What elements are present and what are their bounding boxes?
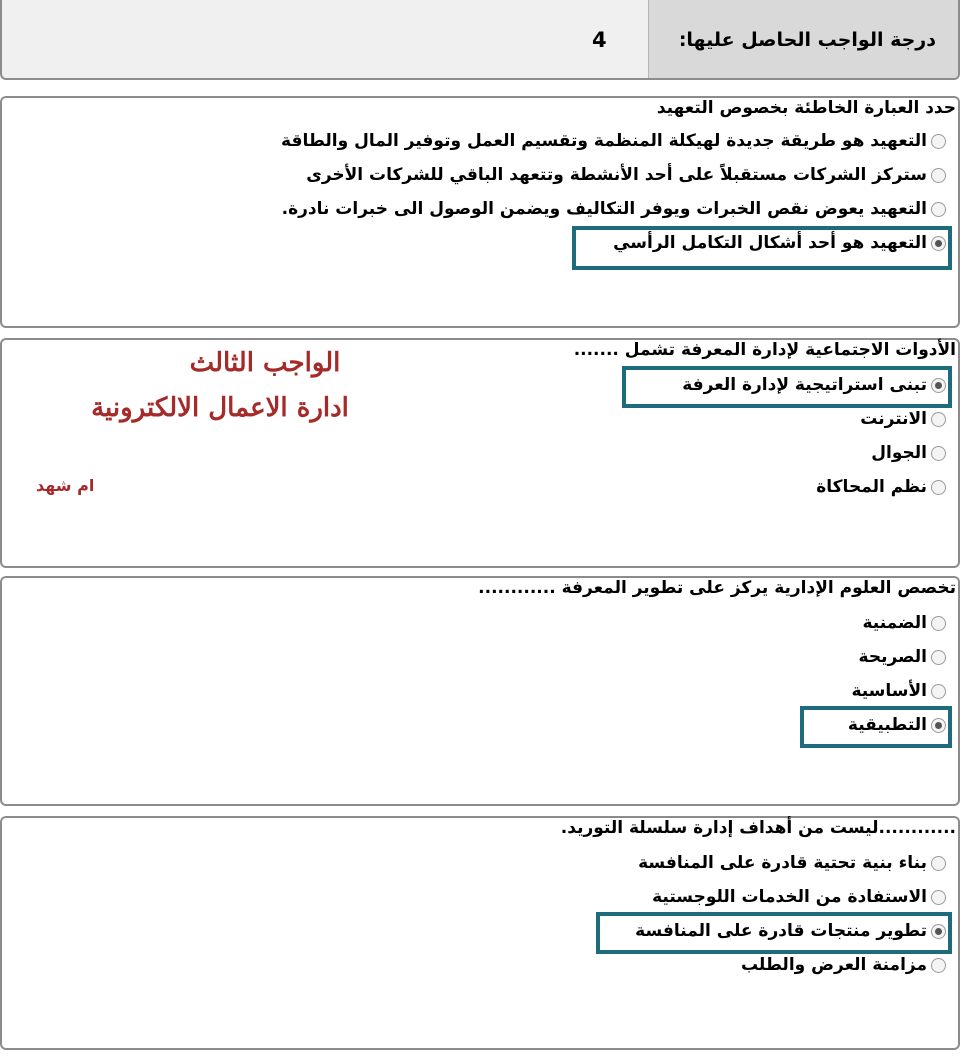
radio-button-checked[interactable]	[931, 236, 946, 251]
overlay-title: الواجب الثالث	[189, 348, 341, 378]
option-label: الصريحة	[858, 647, 927, 667]
score-label: درجة الواجب الحاصل عليها:	[648, 0, 958, 80]
question-title: حدد العبارة الخاطئة بخصوص التعهيد	[656, 98, 956, 118]
question-title: ............ليست من أهداف إدارة سلسلة التوريد.	[560, 818, 956, 838]
score-bar	[0, 0, 960, 80]
option-label: الاستفادة من الخدمات اللوجستية	[652, 887, 927, 907]
radio-button[interactable]	[931, 412, 946, 427]
radio-button-checked[interactable]	[931, 378, 946, 393]
question-title: تخصص العلوم الإدارية يركز على تطوير المعرفة ............	[478, 578, 956, 598]
answer-option-selected[interactable]	[635, 914, 946, 948]
answer-option[interactable]	[282, 192, 946, 226]
question-title: الأدوات الاجتماعية لإدارة المعرفة تشمل .......	[573, 340, 956, 360]
radio-button[interactable]	[931, 168, 946, 183]
option-label: تبنى استراتيجية لإدارة العرفة	[682, 375, 927, 395]
answer-option[interactable]	[741, 948, 946, 982]
option-label: الجوال	[871, 443, 927, 463]
question-4	[0, 816, 960, 1050]
option-label: نظم المحاكاة	[816, 477, 927, 497]
radio-button[interactable]	[931, 650, 946, 665]
answer-option[interactable]	[306, 158, 946, 192]
radio-button[interactable]	[931, 480, 946, 495]
radio-button[interactable]	[931, 446, 946, 461]
answer-option[interactable]	[652, 880, 946, 914]
option-label: الضمنية	[862, 613, 927, 633]
radio-button[interactable]	[931, 202, 946, 217]
answer-option[interactable]	[859, 640, 946, 674]
radio-button[interactable]	[931, 684, 946, 699]
answer-option[interactable]	[862, 606, 946, 640]
radio-button[interactable]	[931, 856, 946, 871]
answer-option[interactable]	[816, 470, 946, 504]
answer-option[interactable]	[851, 674, 946, 708]
answer-option-selected[interactable]	[682, 368, 946, 402]
radio-button[interactable]	[931, 616, 946, 631]
option-label: التطبيقية	[847, 715, 927, 735]
option-label: التعهيد يعوض نقص الخبرات ويوفر التكاليف ويضمن الوصول الى خبرات نادرة.	[281, 199, 927, 219]
answer-option-selected[interactable]	[613, 226, 946, 260]
option-label: ستركز الشركات مستقبلاً على أحد الأنشطة وتتعهد الباقي للشركات الأخرى	[306, 165, 927, 185]
answer-option[interactable]	[871, 436, 946, 470]
option-label: الأساسية	[851, 681, 927, 701]
option-label: بناء بنية تحتية قادرة على المنافسة	[638, 853, 927, 873]
answer-option[interactable]	[638, 846, 946, 880]
answer-option[interactable]	[281, 124, 946, 158]
radio-button[interactable]	[931, 890, 946, 905]
question-3	[0, 576, 960, 806]
option-label: التعهيد هو طريقة جديدة لهيكلة المنظمة وتقسيم العمل وتوفير المال والطاقة	[281, 131, 927, 151]
radio-button-checked[interactable]	[931, 718, 946, 733]
answer-option[interactable]	[860, 402, 946, 436]
score-value: 4	[592, 28, 607, 52]
option-label: التعهيد هو أحد أشكال التكامل الرأسي	[613, 233, 927, 253]
answer-option-selected[interactable]	[848, 708, 946, 742]
radio-button-checked[interactable]	[931, 924, 946, 939]
radio-button[interactable]	[931, 958, 946, 973]
option-label: تطوير منتجات قادرة على المنافسة	[635, 921, 927, 941]
overlay-author: ام شهد	[36, 476, 95, 495]
overlay-subtitle: ادارة الاعمال الالكترونية	[91, 393, 349, 423]
question-1	[0, 96, 960, 328]
radio-button[interactable]	[931, 134, 946, 149]
option-label: مزامنة العرض والطلب	[740, 955, 927, 975]
option-label: الانترنت	[860, 409, 927, 429]
